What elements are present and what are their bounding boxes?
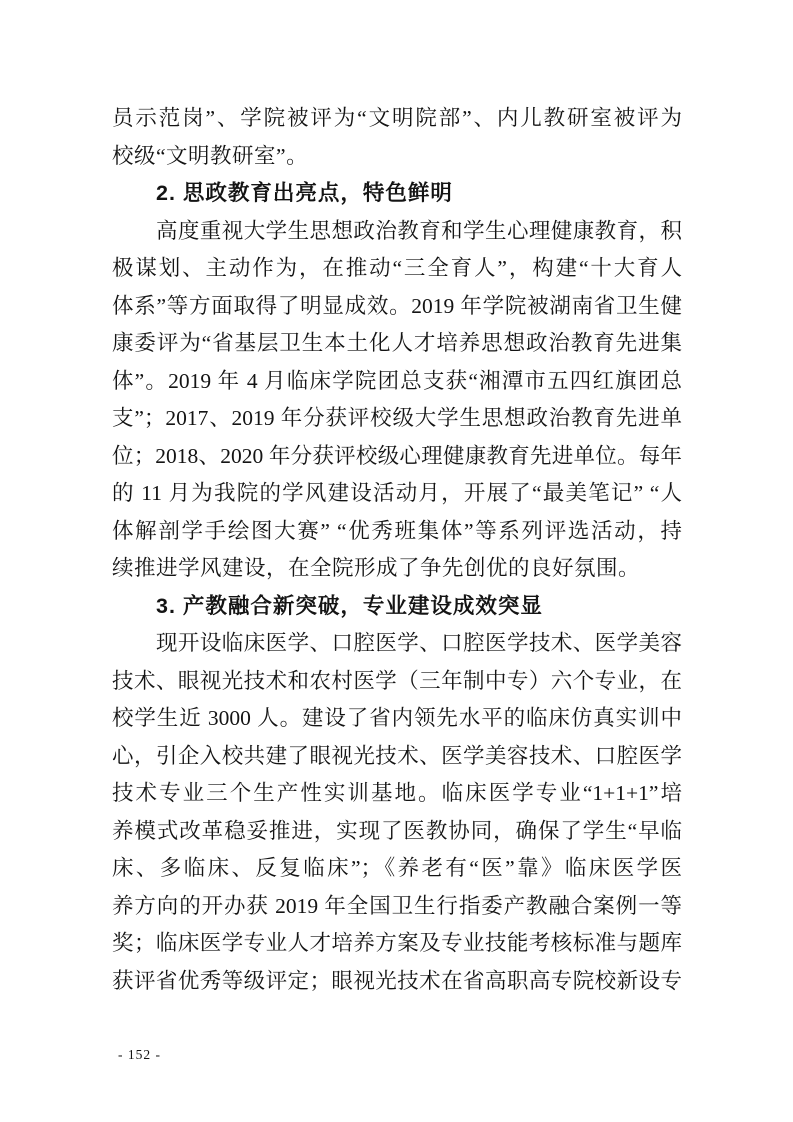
- body-text-line: 校学生近 3000 人。建设了省内领先水平的临床仿真实训中: [112, 706, 682, 730]
- body-text-line: 员示范岗”、学院被评为“文明院部”、内儿教研室被评为: [112, 106, 682, 130]
- body-text-line: 极谋划、主动作为，在推动“三全育人”，构建“十大育人: [112, 256, 682, 280]
- body-text-line: 奖；临床医学专业人才培养方案及专业技能考核标准与题库: [112, 931, 682, 955]
- body-text-line: 高度重视大学生思想政治教育和学生心理健康教育，积: [156, 218, 682, 243]
- body-text-line: 现开设临床医学、口腔医学、口腔医学技术、医学美容: [156, 631, 682, 655]
- body-text-line: 康委评为“省基层卫生本土化人才培养思想政治教育先进集: [112, 331, 682, 355]
- body-text-line: 体解剖学手绘图大赛” “优秀班集体”等系列评选活动，持: [112, 518, 682, 543]
- body-text-line: 获评省优秀等级评定；眼视光技术在省高职高专院校新设专: [112, 968, 682, 993]
- body-text-line: 养模式改革稳妥推进，实现了医教协同，确保了学生“早临: [112, 818, 682, 843]
- body-text-line: 养方向的开办获 2019 年全国卫生行指委产教融合案例一等: [112, 893, 682, 918]
- body-text-line: 体系”等方面取得了明显成效。2019 年学院被湖南省卫生健: [112, 293, 682, 318]
- body-text-line: 体”。2019 年 4 月临床学院团总支获“湘潭市五四红旗团总: [112, 368, 682, 393]
- document-body: [112, 100, 682, 1000]
- section-heading: 2. 思政教育出亮点，特色鲜明: [156, 181, 453, 205]
- body-text-line: 技术、眼视光技术和农村医学（三年制中专）六个专业，在: [112, 668, 682, 693]
- body-text-line: 床、多临床、反复临床”；《养老有“医”靠》临床医学医: [112, 856, 682, 880]
- body-text-line: 心，引企入校共建了眼视光技术、医学美容技术、口腔医学: [112, 743, 682, 768]
- body-text-line: 技术专业三个生产性实训基地。临床医学专业“1+1+1”培: [112, 781, 682, 805]
- body-text-line: 校级“文明教研室”。: [112, 143, 309, 168]
- page-number: - 152 -: [118, 1047, 161, 1062]
- body-text-line: 续推进学风建设，在全院形成了争先创优的良好氛围。: [112, 556, 641, 580]
- body-text-line: 的 11 月为我院的学风建设活动月，开展了“最美笔记” “人: [112, 481, 682, 505]
- body-text-line: 支”；2017、2019 年分获评校级大学生思想政治教育先进单: [112, 406, 682, 430]
- section-heading: 3. 产教融合新突破，专业建设成效突显: [156, 593, 543, 618]
- body-text-line: 位；2018、2020 年分获评校级心理健康教育先进单位。每年: [112, 443, 682, 468]
